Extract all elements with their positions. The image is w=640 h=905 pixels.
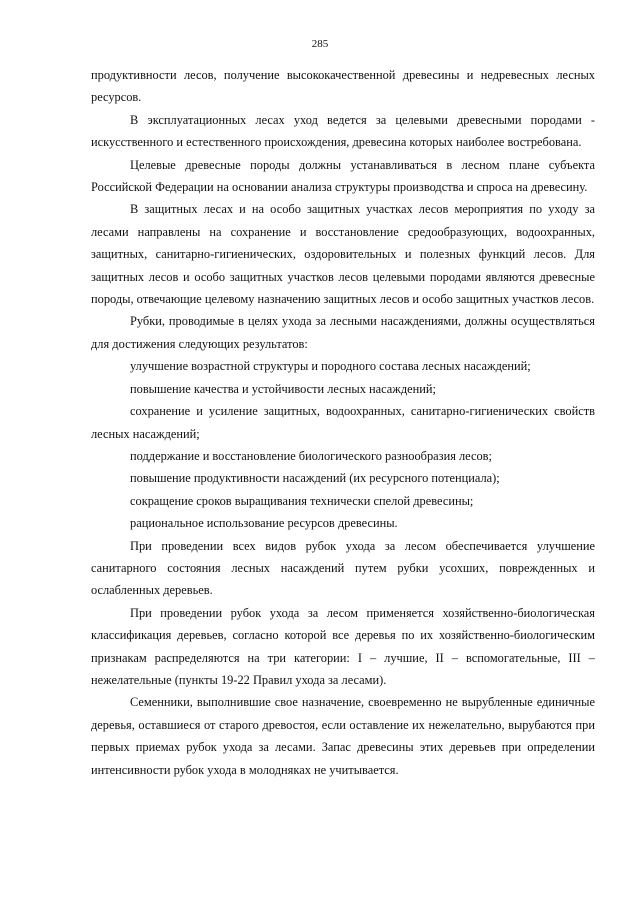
paragraph: Семенники, выполнившие свое назначение, своевременно не вырубленные единичные деревья, оставшиеся от старого древостоя, если оставление их нежелательно, вырубаются при первых приемах рубок ухода за лесами. Запас древесины этих деревьев при определении интенсивности рубок ухода в молодняках не учитывается. bbox=[91, 695, 595, 777]
list-item: повышение качества и устойчивости лесных насаждений; bbox=[130, 381, 436, 396]
paragraph-continued: продуктивности лесов, получение высококачественной древесины и недревесных лесных ресурсов. bbox=[91, 68, 595, 105]
paragraph: При проведении всех видов рубок ухода за лесом обеспечивается улучшение санитарного состояния лесных насаждений путем рубки усохших, поврежденных и ослабленных деревьев. bbox=[91, 538, 595, 598]
list-item: сокращение сроков выращивания технически спелой древесины; bbox=[130, 493, 474, 508]
paragraph: В защитных лесах и на особо защитных участках лесов мероприятия по уходу за лесами направлены на сохранение и восстановление средообразующих, водоохранных, защитных, санитарно-гигиенических, оздоровительных и полезных функций лесов. Для защитных лесов и особо защитных участков лесов целевыми породами являются древесные породы, отвечающие целевому назначению защитных лесов и особо защитных участков лесов. bbox=[91, 202, 595, 307]
paragraph: В эксплуатационных лесах уход ведется за целевыми древесными породами - искусственного и естественного происхождения, древесина которых наиболее востребована. bbox=[91, 112, 595, 150]
paragraph: Рубки, проводимые в целях ухода за лесными насаждениями, должны осуществляться для достижения следующих результатов: bbox=[91, 314, 595, 351]
page-number: 285 bbox=[311, 38, 329, 50]
paragraph: При проведении рубок ухода за лесом применяется хозяйственно-биологическая классификация деревьев, согласно которой все деревья по их хозяйственно-биологическим признакам распределяются на три категории: I – лучшие, II – вспомогательные, III – нежелательные (пункты 19-22 Правил ухода за лесами). bbox=[91, 605, 595, 687]
list-item: рациональное использование ресурсов древесины. bbox=[130, 516, 398, 531]
body-text bbox=[91, 64, 595, 781]
list-item: поддержание и восстановление биологического разнообразия лесов; bbox=[130, 448, 492, 463]
list-item: улучшение возрастной структуры и породного состава лесных насаждений; bbox=[130, 359, 531, 374]
paragraph: Целевые древесные породы должны устанавливаться в лесном плане субъекта Российской Федерации на основании анализа структуры производства и спроса на древесину. bbox=[91, 157, 595, 195]
list-item: сохранение и усиление защитных, водоохранных, санитарно-гигиенических свойств лесных насаждений; bbox=[91, 404, 595, 441]
list-item: повышение продуктивности насаждений (их ресурсного потенциала); bbox=[130, 471, 500, 486]
